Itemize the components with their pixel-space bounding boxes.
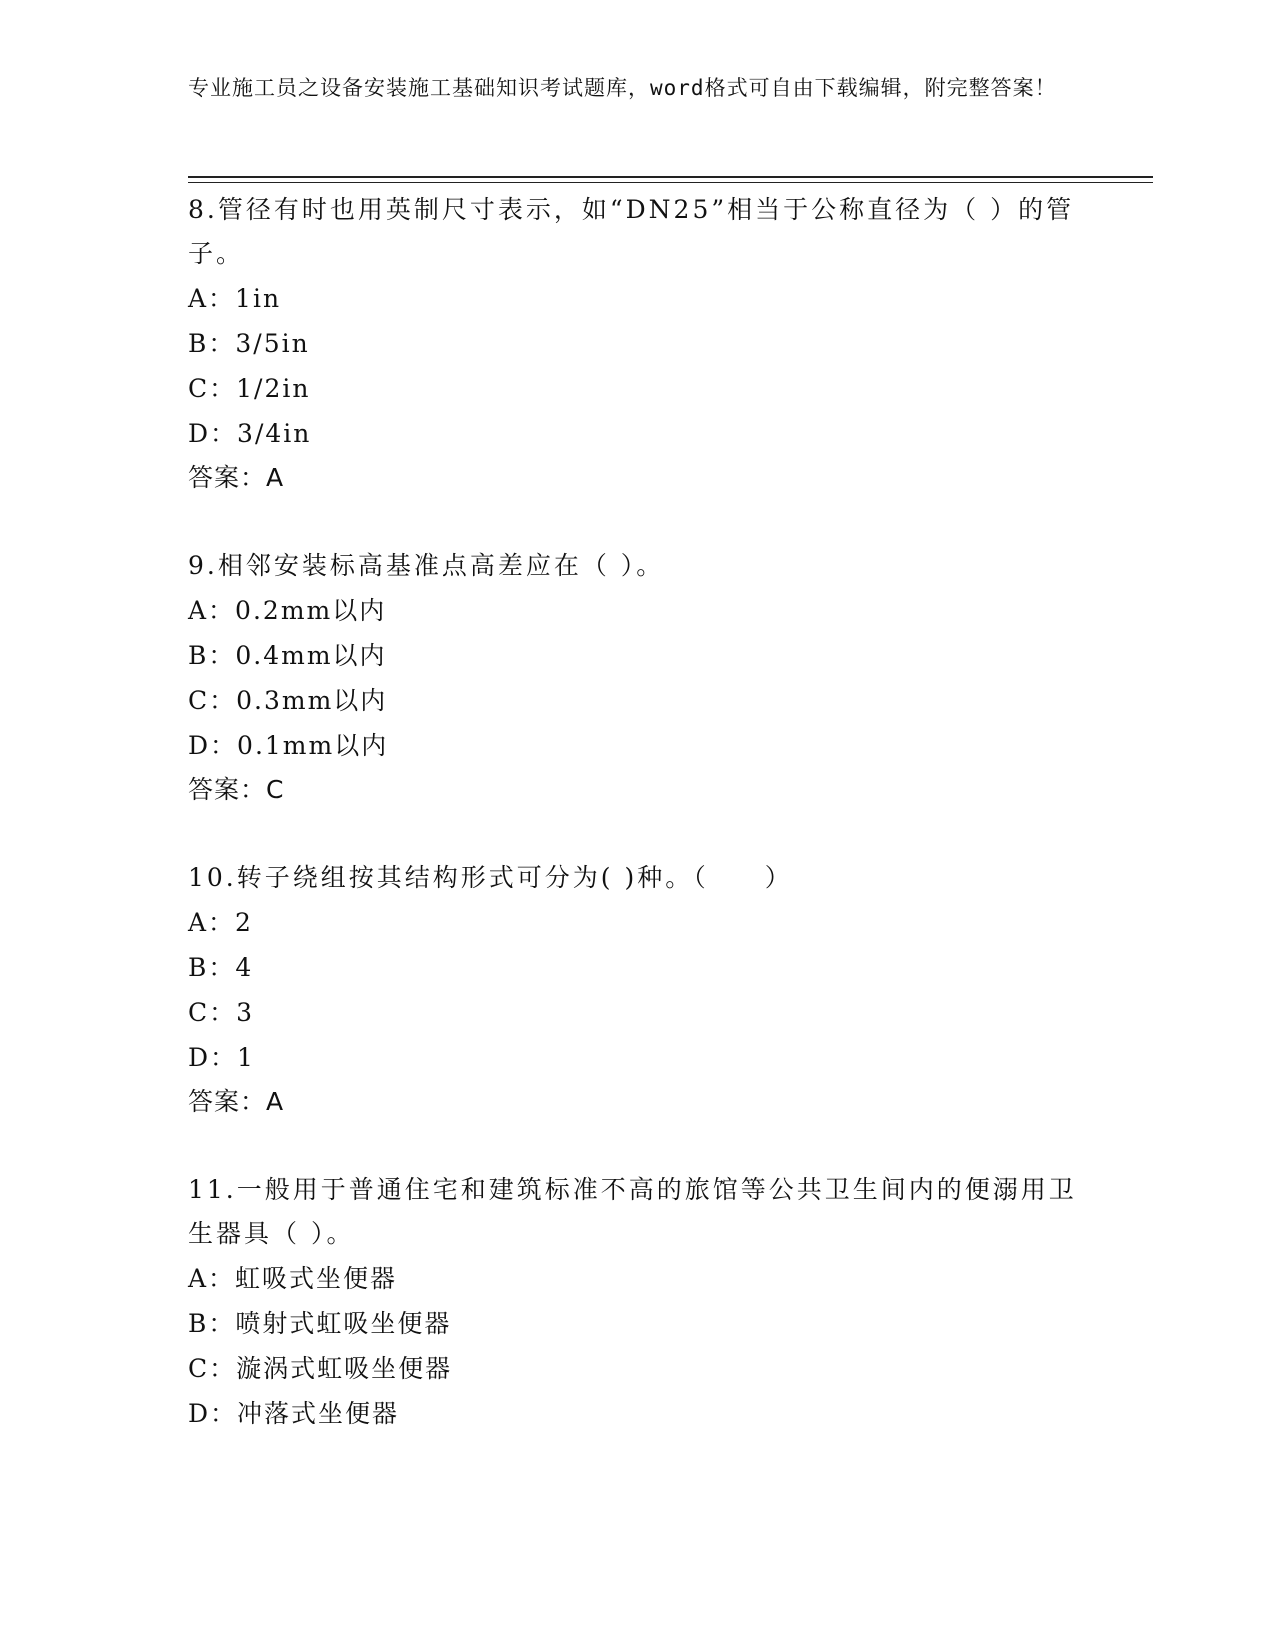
option-a: A：2 (188, 908, 253, 937)
option-c: C：3 (188, 998, 255, 1027)
question-8 (188, 188, 1088, 500)
option-b: B：0.4mm以内 (188, 641, 387, 670)
option-a: A：1in (188, 284, 282, 313)
option-c: C：漩涡式虹吸坐便器 (188, 1354, 453, 1383)
option-a: A：虹吸式坐便器 (188, 1264, 398, 1293)
option-d: D：1 (188, 1043, 255, 1072)
answer: 答案：A (188, 1087, 285, 1116)
question-list (188, 188, 1088, 1480)
option-c: C：1/2in (188, 374, 311, 403)
question-text: 11.一般用于普通住宅和建筑标准不高的旅馆等公共卫生间内的便溺用卫生器具（ ）。 (188, 1175, 1077, 1248)
question-text: 8.管径有时也用英制尺寸表示，如“DN25”相当于公称直径为（ ）的管子。 (188, 195, 1075, 268)
option-d: D：冲落式坐便器 (188, 1399, 400, 1428)
option-c: C：0.3mm以内 (188, 686, 388, 715)
question-10 (188, 856, 1088, 1124)
question-text: 9.相邻安装标高基准点高差应在（ ）。 (188, 551, 665, 580)
option-d: D：3/4in (188, 419, 312, 448)
header-divider-thin (188, 182, 1153, 183)
question-text: 10.转子绕组按其结构形式可分为( )种。（ ） (188, 863, 793, 892)
answer: 答案：A (188, 463, 285, 492)
document-header: 专业施工员之设备安装施工基础知识考试题库，word格式可自由下载编辑，附完整答案！ (188, 76, 1057, 100)
header-divider-thick (188, 176, 1153, 178)
question-9 (188, 544, 1088, 812)
option-b: B：4 (188, 953, 254, 982)
option-a: A：0.2mm以内 (188, 596, 387, 625)
answer: 答案：C (188, 775, 285, 804)
option-d: D：0.1mm以内 (188, 731, 389, 760)
option-b: B：喷射式虹吸坐便器 (188, 1309, 452, 1338)
question-11 (188, 1168, 1088, 1436)
option-b: B：3/5in (188, 329, 310, 358)
